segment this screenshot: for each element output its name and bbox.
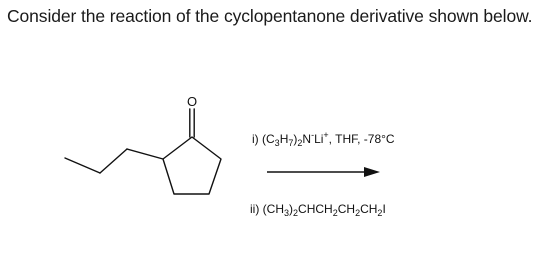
chain-bond-3 (127, 149, 163, 159)
reactant-structure (65, 109, 221, 194)
cyclopentane-ring (163, 137, 221, 194)
chain-bond-1 (65, 158, 100, 173)
reaction-arrow (267, 167, 380, 177)
oxygen-atom-label: O (186, 94, 198, 109)
condition-step-1: i) $(C_3H_7)_2N^-Li^+$, THF, -78°C (252, 130, 395, 148)
question-text: Consider the reaction of the cyclopentanone derivative shown below. (7, 6, 533, 26)
chain-bond-2 (100, 149, 127, 173)
condition-step-2: ii) $(CH_3)_2CHCH_2CH_2CH_2I$ (250, 202, 386, 218)
